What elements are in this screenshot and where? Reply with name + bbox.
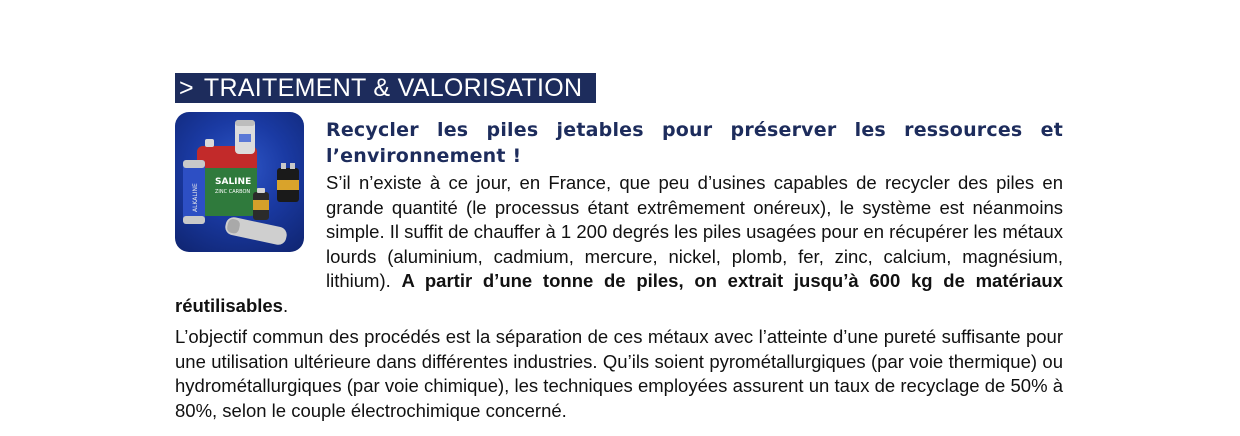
image-wrap-spacer: [175, 117, 326, 274]
paragraph-2: L’objectif commun des procédés est la séparation de ces métaux avec l’atteinte d’une pureté suffisante pour une utilisation ultérieure dans différentes industries. Qu’ils soient pyrométallurgiques (par voie thermique) ou hydrométallurgiques (par voie chimique), les techniques employées assurent un taux de recyclage de 50% à 80%, selon le couple électrochimique concerné.: [175, 326, 1063, 421]
saline-sub-label: ZINC CARBON: [215, 189, 251, 195]
paragraph-1-end: .: [282, 294, 289, 316]
article-title: Recycler les piles jetables pour préserver les ressources et l’environnement !: [326, 119, 1063, 167]
section-header: [175, 73, 596, 103]
article: [175, 117, 1063, 423]
paragraph-1-emphasis: A partir d’une tonne de piles, on extrait jusqu’à 600 kg de matériaux réutilisables: [175, 270, 1063, 316]
alkaline-label: ALKALINE: [192, 183, 199, 212]
section-title: TRAITEMENT & VALORISATION: [203, 74, 583, 102]
saline-label: SALINE: [215, 177, 252, 187]
chevron-right-icon: >: [179, 74, 194, 102]
paragraph-1-text: S’il n’existe à ce jour, en France, que peu d’usines capables de recycler des piles en grande quantité (le processus étant extrêmement onéreux), le système est néanmoins simple. Il suffit de chauffer à 1 200 degrés les piles usagées pour en récupérer les métaux lourds (aluminium, cadmium, mercure, nickel, plomb, fer, zinc, calcium, magnésium, lithium).: [326, 172, 1063, 291]
